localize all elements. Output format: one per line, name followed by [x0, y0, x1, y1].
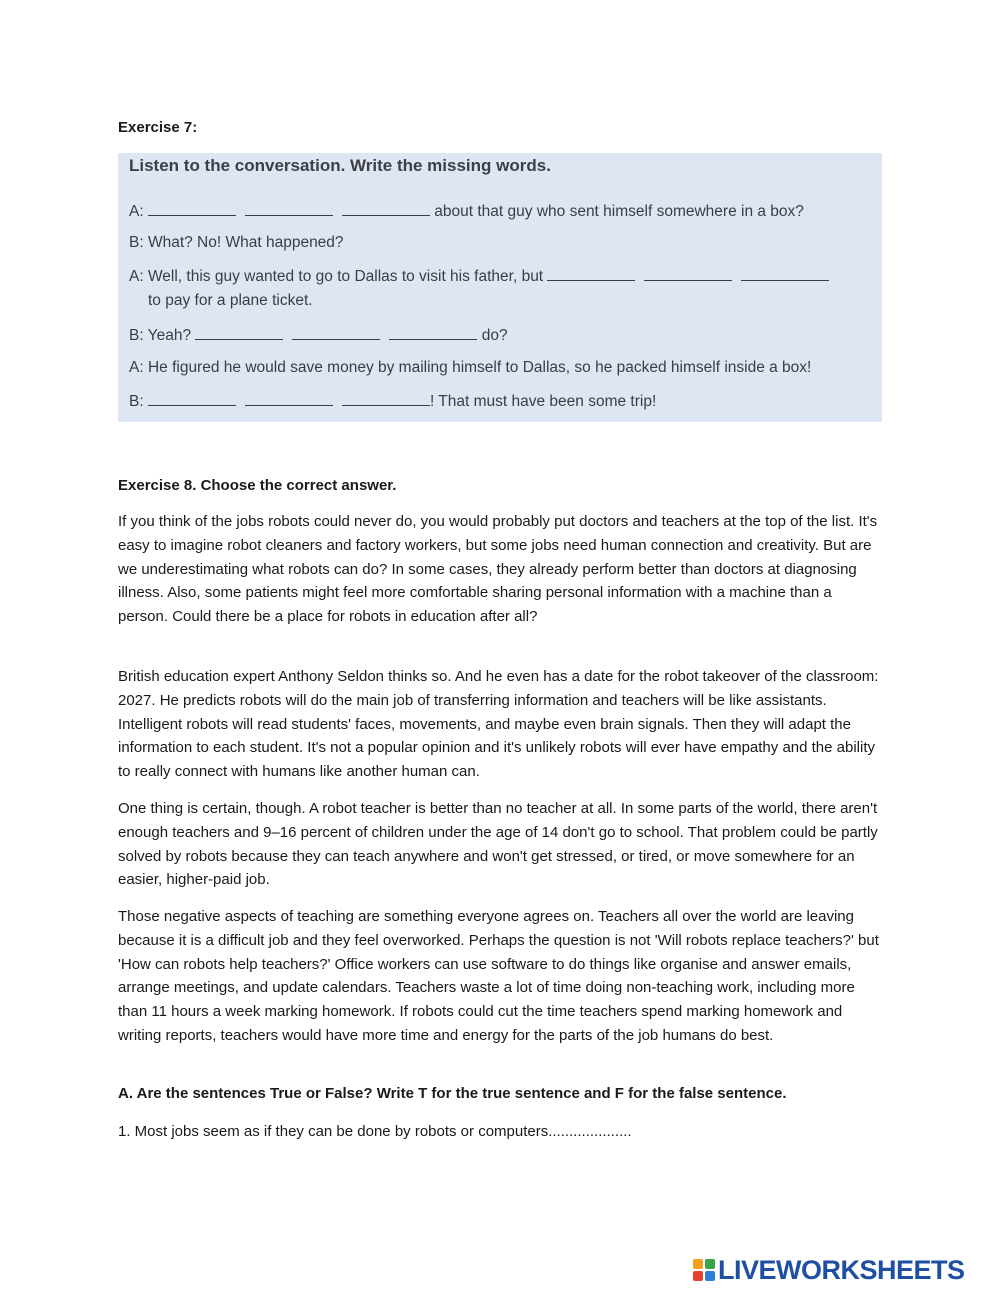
reading-paragraph-4: Those negative aspects of teaching are something everyone agrees on. Teachers all over the world are leaving because it is a difficult job and they feel overworked. Perhaps the question is not 'Will robots replace teachers?' but 'How can robots help teachers?' Office workers can use software to do things like organise and answer emails, arrange meetings, and update calendars. Teachers waste a lot of time doing non-teaching work, including more than 11 hours a week marking homework. If robots could cut the time teachers spend marking homework and writing reports, teachers would have more time and energy for the parts of the job humans do best. — [118, 908, 879, 1044]
reading-paragraph-1: If you think of the jobs robots could never do, you would probably put doctors and teachers at the top of the list. It's easy to imagine robot cleaners and factory workers, but some jobs need human connection and creativity. But are we underestimating what robots can do? In some cases, they already perform better than doctors at diagnosing illness. Also, some patients might feel more comfortable sharing personal information with a machine than a person. Could there be a place for robots in education after all? — [118, 513, 878, 626]
dialog-line-2: B: What? No! What happened? — [129, 234, 344, 251]
answer-blank[interactable] — [342, 201, 430, 216]
dialog-line-3-prefix: A: Well, this guy wanted to go to Dallas to visit his father, but — [129, 268, 544, 285]
dialog-line-4-suffix: do? — [477, 327, 508, 344]
exercise-8-title: Exercise 8. Choose the correct answer. — [118, 477, 397, 494]
answer-blank[interactable] — [148, 391, 236, 406]
dialog-line-6-suffix: ! That must have been some trip! — [429, 393, 657, 410]
dialog-line-6-prefix: B: — [129, 393, 144, 410]
dialog-line-4 — [129, 325, 508, 346]
answer-blank[interactable] — [342, 391, 430, 406]
dialog-line-1-suffix: about that guy who sent himself somewhere in a box? — [429, 203, 804, 220]
dialog-line-4-prefix: B: Yeah? — [129, 327, 192, 344]
answer-blank[interactable] — [292, 325, 380, 340]
answer-blank[interactable] — [195, 325, 283, 340]
answer-blank[interactable] — [741, 266, 829, 281]
dialog-line-1 — [129, 201, 804, 222]
answer-blank[interactable] — [389, 325, 477, 340]
exercise-7-title: Exercise 7: — [118, 119, 198, 136]
dialog-instruction: Listen to the conversation. Write the missing words. — [129, 156, 551, 175]
answer-blank[interactable] — [148, 201, 236, 216]
answer-blank[interactable] — [547, 266, 635, 281]
liveworksheets-mark-icon — [693, 1259, 715, 1281]
listening-dialog-box — [118, 153, 882, 422]
liveworksheets-logo — [693, 1255, 965, 1285]
dialog-line-5: A: He figured he would save money by mailing himself to Dallas, so he packed himself inside a box! — [129, 359, 812, 376]
answer-blank[interactable] — [644, 266, 732, 281]
liveworksheets-wordmark: LIVEWORKSHEETS — [718, 1254, 965, 1285]
dialog-line-3 — [129, 266, 829, 287]
true-false-instruction: A. Are the sentences True or False? Write T for the true sentence and F for the false sentence. — [118, 1085, 787, 1102]
dialog-line-3-continuation: to pay for a plane ticket. — [148, 292, 313, 309]
reading-paragraph-2: British education expert Anthony Seldon thinks so. And he even has a date for the robot takeover of the classroom: 2027. He predicts robots will do the main job of transferring information and teachers will be like assistants. Intelligent robots will read students' faces, movements, and maybe even brain signals. Then they will adapt the information to each student. It's not a popular opinion and it's unlikely robots will ever have empathy and the ability to really connect with humans like another human can. — [118, 668, 879, 781]
answer-blank[interactable] — [245, 391, 333, 406]
dialog-line-6 — [129, 391, 656, 412]
answer-blank[interactable] — [245, 201, 333, 216]
dialog-line-1-prefix: A: — [129, 203, 144, 220]
question-1[interactable]: 1. Most jobs seem as if they can be done by robots or computers.................... — [118, 1123, 632, 1140]
reading-paragraph-3: One thing is certain, though. A robot teacher is better than no teacher at all. In some parts of the world, there aren't enough teachers and 9–16 percent of children under the age of 14 don't go to school. That problem could be partly solved by robots because they can teach anywhere and won't get stressed, or tired, or move somewhere for an easier, higher-paid job. — [118, 800, 878, 889]
